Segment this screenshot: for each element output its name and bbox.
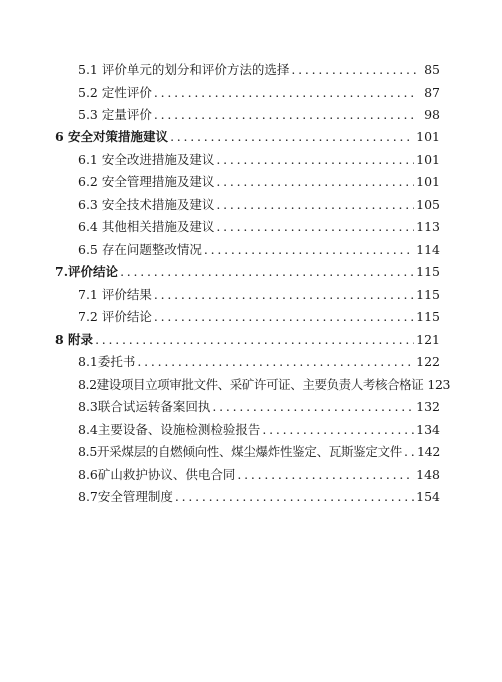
toc-page-number: 98 [424, 107, 440, 122]
toc-dot-leader [154, 286, 414, 304]
toc-dot-leader [216, 173, 414, 191]
toc-entry-title: 6.2 安全管理措施及建议 [78, 174, 215, 189]
toc-dot-leader [216, 151, 414, 169]
toc-page-number: 154 [416, 489, 440, 504]
toc-entry-title: 6.4 其他相关措施及建议 [78, 219, 215, 234]
toc-page-number: 148 [416, 467, 440, 482]
toc-entry-title: 8.4主要设备、设施检测检验报告 [78, 422, 261, 437]
toc-dot-leader [170, 128, 414, 146]
toc-entry-6-4[interactable] [78, 218, 440, 236]
toc-entry-title: 6 安全对策措施建议 [55, 129, 169, 144]
toc-page-number: 115 [416, 287, 440, 302]
toc-page-number: 101 [416, 152, 440, 167]
toc-entry-6[interactable] [55, 128, 440, 146]
toc-dot-leader [216, 218, 414, 236]
toc-dot-leader [291, 61, 416, 79]
toc-entry-title: 6.5 存在问题整改情况 [78, 242, 202, 257]
toc-entry-title: 8 附录 [55, 332, 94, 347]
toc-entry-8[interactable] [55, 331, 440, 349]
toc-entry-title: 8.2建设项目立项审批文件、采矿许可证、主要负责人考核合格证 [78, 377, 424, 392]
toc-entry-5-1[interactable] [78, 61, 440, 79]
toc-dot-leader [154, 84, 416, 102]
toc-entry-8-7[interactable] [78, 488, 440, 506]
toc-dot-leader [120, 263, 414, 281]
toc-page-number: 85 [424, 62, 440, 77]
toc-entry-title: 8.1委托书 [78, 354, 136, 369]
toc-page-number: 113 [416, 219, 440, 234]
toc-page-number: 122 [416, 354, 440, 369]
toc-dot-leader [404, 443, 415, 461]
toc-page-number: 132 [416, 399, 440, 414]
toc-page-number: 115 [416, 309, 440, 324]
toc-entry-8-3[interactable] [78, 398, 440, 416]
toc-page-number: 142 [417, 444, 440, 459]
toc-page-number: 115 [416, 264, 440, 279]
toc-entry-title: 8.7安全管理制度 [78, 489, 173, 504]
toc-entry-6-2[interactable] [78, 173, 440, 191]
toc-entry-title: 8.6矿山救护协议、供电合同 [78, 467, 236, 482]
toc-entry-title: 7.1 评价结果 [78, 287, 152, 302]
toc-entry-6-1[interactable] [78, 151, 440, 169]
toc-entry-title: 7.评价结论 [55, 264, 119, 279]
toc-page-number: 123 [427, 377, 451, 392]
toc-entry-7-2[interactable] [78, 308, 440, 326]
toc-entry-5-2[interactable] [78, 84, 440, 102]
toc-dot-leader [216, 196, 414, 214]
toc-entry-5-3[interactable] [78, 106, 440, 124]
toc-entry-8-1[interactable] [78, 353, 440, 371]
toc-dot-leader [262, 421, 414, 439]
toc-entry-title: 6.1 安全改进措施及建议 [78, 152, 215, 167]
toc-entry-8-5[interactable] [78, 443, 440, 461]
toc-entry-title: 7.2 评价结论 [78, 309, 152, 324]
toc-entry-title: 8.5开采煤层的自燃倾向性、煤尘爆炸性鉴定、瓦斯鉴定文件 [78, 444, 402, 459]
toc-entry-title: 5.1 评价单元的划分和评价方法的选择 [78, 62, 290, 77]
toc-page-number: 134 [416, 422, 440, 437]
toc-entry-title: 8.3联合试运转备案回执 [78, 399, 211, 414]
toc-entry-6-3[interactable] [78, 196, 440, 214]
toc-dot-leader [212, 398, 414, 416]
toc-entry-8-4[interactable] [78, 421, 440, 439]
toc-dot-leader [95, 331, 414, 349]
toc-entry-7-1[interactable] [78, 286, 440, 304]
toc-entry-6-5[interactable] [78, 241, 440, 259]
toc-page-number: 121 [416, 332, 440, 347]
toc-entry-8-2[interactable] [78, 376, 451, 394]
toc-page-number: 114 [416, 242, 440, 257]
toc-page-number: 87 [424, 85, 440, 100]
toc-page-number: 101 [416, 129, 440, 144]
toc-page-number: 101 [416, 174, 440, 189]
toc-dot-leader [175, 488, 414, 506]
toc-dot-leader [204, 241, 414, 259]
toc-entry-title: 5.2 定性评价 [78, 85, 152, 100]
toc-dot-leader [237, 466, 414, 484]
toc-entry-8-6[interactable] [78, 466, 440, 484]
toc-dot-leader [154, 106, 416, 124]
toc-dot-leader [154, 308, 414, 326]
toc-entry-title: 6.3 安全技术措施及建议 [78, 197, 215, 212]
toc-dot-leader [137, 353, 414, 371]
toc-entry-title: 5.3 定量评价 [78, 107, 152, 122]
toc-entry-7[interactable] [55, 263, 440, 281]
toc-page-number: 105 [416, 197, 440, 212]
